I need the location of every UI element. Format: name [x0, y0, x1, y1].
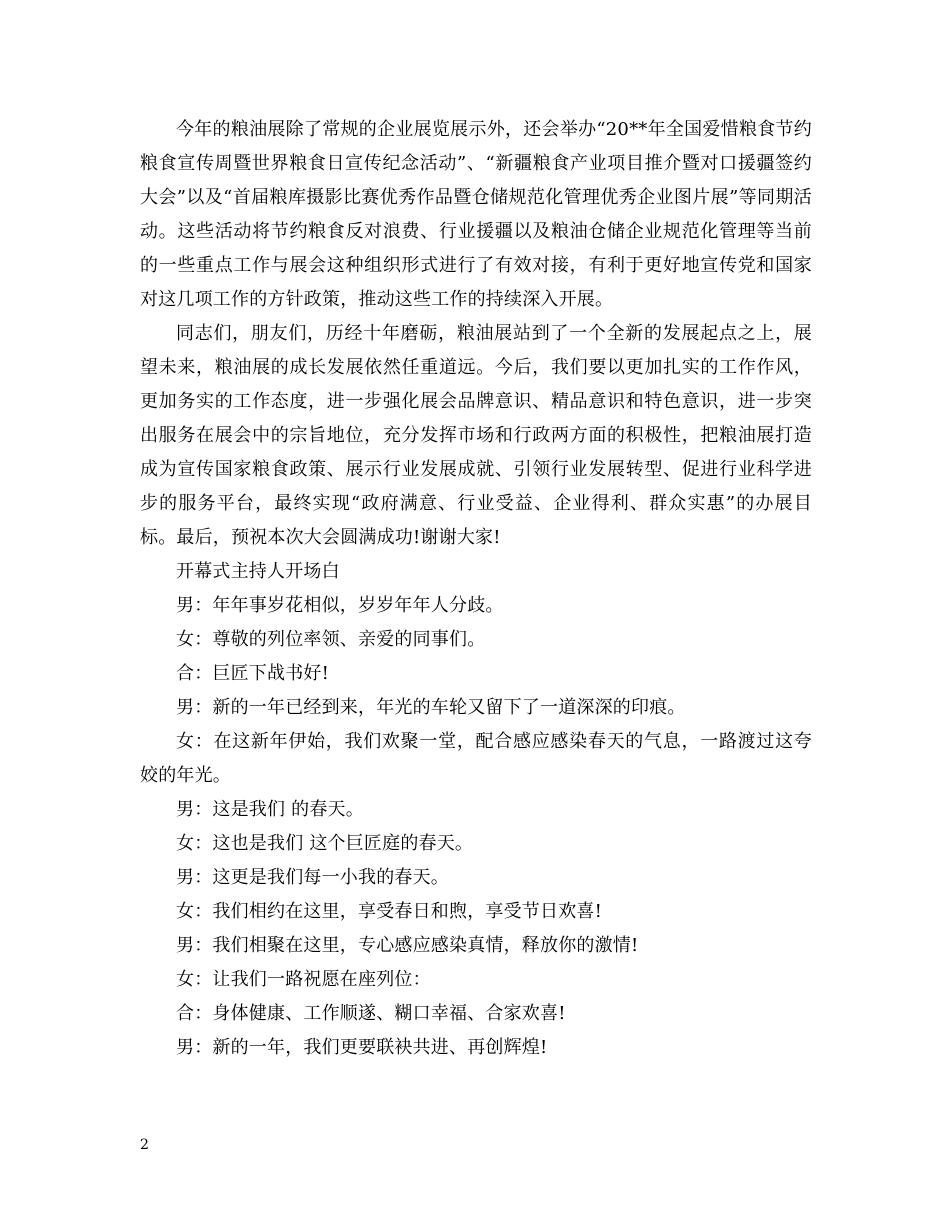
- dialogue-line: 女：这也是我们 这个巨匠庭的春天。: [176, 833, 474, 854]
- dialogue-line: 男：我们相聚在这里，专心感应感染真情，释放你的激情!: [176, 935, 639, 956]
- dialogue-line: 男：这是我们 的春天。: [176, 799, 364, 820]
- dialogue-line: 男：新的一年，我们更要联袂共进、再创辉煌!: [176, 1037, 548, 1058]
- dialogue-line: 女：尊敬的列位率领、亲爱的同事们。: [176, 629, 486, 650]
- dialogue-line: 合：身体健康、工作顺遂、糊口幸福、合家欢喜!: [176, 1003, 566, 1024]
- dialogue-line: 女：在这新年伊始，我们欢聚一堂，配合感应感染春天的气息，一路渡过这夸姣的年光。: [140, 731, 812, 786]
- paragraph: 今年的粮油展除了常规的企业展览展示外，还会举办“20**年全国爱惜粮食节约粮食宣传周暨世界粮食日宣传纪念活动”、“新疆粮食产业项目推介暨对口援疆签约大会”以及“首届粮库摄影比赛优秀作品暨仓储规范化管理优秀企业图片展”等同期活动。这些活动将节约粮食反对浪费、行业援疆以及粮油仓储企业规范化管理等当前的一些重点工作与展会这种组织形式进行了有效对接，有利于更好地宣传党和国家对这几项工作的方针政策，推动这些工作的持续深入开展。: [140, 119, 812, 310]
- dialogue-line: 男：新的一年已经到来，年光的车轮又留下了一道深深的印痕。: [176, 697, 686, 718]
- paragraph: 同志们，朋友们，历经十年磨砺，粮油展站到了一个全新的发展起点之上，展望未来，粮油展的成长发展依然任重道远。今后，我们要以更加扎实的工作作风，更加务实的工作态度，进一步强化展会品牌意识、精品意识和特色意识，进一步突出服务在展会中的宗旨地位，充分发挥市场和行政两方面的积极性，把粮油展打造成为宣传国家粮食政策、展示行业发展成就、引领行业发展转型、促进行业科学进步的服务平台，最终实现“政府满意、行业受益、企业得利、群众实惠”的办展目标。最后，预祝本次大会圆满成功!谢谢大家!: [140, 323, 812, 548]
- document-body: [140, 113, 812, 1065]
- page-number: 2: [140, 1137, 149, 1153]
- dialogue-line: 合：巨匠下战书好!: [176, 663, 330, 684]
- dialogue-line: 女：我们相约在这里，享受春日和煦，享受节日欢喜!: [176, 901, 603, 922]
- section-heading: 开幕式主持人开场白: [176, 561, 340, 582]
- dialogue-line: 男：这更是我们每一小我的春天。: [176, 867, 449, 888]
- dialogue-line: 男：年年事岁花相似，岁岁年年人分歧。: [176, 595, 504, 616]
- dialogue-line: 女：让我们一路祝愿在座列位：: [176, 969, 431, 990]
